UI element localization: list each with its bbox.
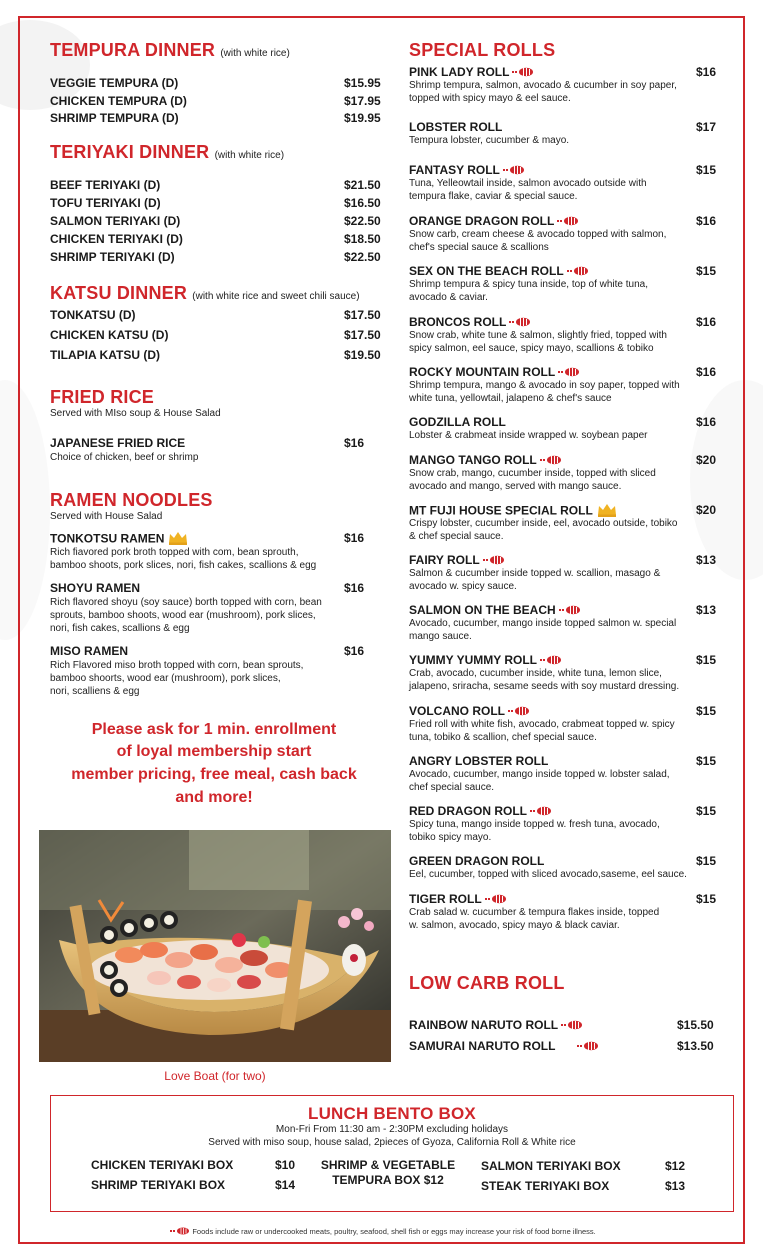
- menu-item-name: [409, 804, 552, 819]
- menu-item-description: Snow crab, mango, cucumber inside, topped with sliced: [409, 468, 656, 479]
- menu-item-name-text: TONKOTSU RAMEN: [50, 531, 165, 546]
- menu-item-name: CHICKEN TERIYAKI BOX: [91, 1158, 234, 1172]
- raw-fish-icon: [503, 164, 525, 178]
- menu-item-description: sprouts, bamboo shoots, wood ear (mushroom), pork slices,: [50, 610, 316, 621]
- menu-item-name-text: BRONCOS ROLL: [409, 315, 507, 329]
- menu-item-name-text: SEX ON THE BEACH ROLL: [409, 264, 564, 278]
- menu-item-name: [409, 214, 579, 229]
- menu-item-description: w. salmon, avocado, spicy mayo & black caviar.: [409, 920, 620, 931]
- menu-item-price: $18.50: [344, 232, 381, 246]
- menu-item-name: [50, 644, 128, 658]
- menu-item-name-text: GREEN DRAGON ROLL: [409, 854, 545, 868]
- menu-item-name-text: RED DRAGON ROLL: [409, 804, 527, 818]
- section-title: SPECIAL ROLLS: [409, 40, 556, 60]
- menu-item-price: $16: [344, 581, 365, 595]
- menu-item-price: $22.50: [344, 214, 381, 228]
- menu-item-name-text: MISO RAMEN: [50, 644, 128, 658]
- menu-item-name: [409, 163, 525, 178]
- menu-item-price: $16: [696, 415, 717, 429]
- menu-item-name-text: GODZILLA ROLL: [409, 415, 506, 429]
- menu-item-description: Tempura lobster, cucumber & mayo.: [409, 135, 570, 146]
- menu-item-name: SHRIMP TERIYAKI (D): [50, 250, 175, 264]
- menu-item-price: $17.50: [344, 328, 381, 342]
- menu-item-description: avocado and mango, served with mango sauce.: [409, 481, 622, 492]
- menu-item-name: [50, 581, 140, 595]
- menu-item-description: nori, fish cakes, scallions & egg: [50, 623, 190, 634]
- menu-item-description: Shrimp tempura & spicy tuna inside, top of white tuna,: [409, 279, 649, 290]
- menu-item-name: BEEF TERIYAKI (D): [50, 178, 161, 192]
- menu-item-name: [409, 1018, 583, 1033]
- menu-item-price: $15: [696, 854, 717, 868]
- bento-served-with: Served with miso soup, house salad, 2pieces of Gyoza, California Roll & White rice: [208, 1137, 576, 1148]
- menu-item-name: JAPANESE FRIED RICE: [50, 436, 186, 450]
- section-note: (with white rice and sweet chili sauce): [192, 291, 360, 302]
- menu-item-name-text: PINK LADY ROLL: [409, 65, 510, 79]
- menu-item-description: bamboo shoorts, wood ear (mushroom), pork slices,: [50, 673, 281, 684]
- lunch-bento-box: [50, 1095, 734, 1212]
- menu-item-name: [409, 892, 507, 907]
- menu-item-description: Avocado, cucumber, mango inside topped salmon w. special: [409, 618, 677, 629]
- menu-item-description: Snow crab, white tune & salmon, slightly fried, topped with: [409, 330, 667, 341]
- menu-item-description: chef special sauce.: [409, 782, 495, 793]
- menu-item-name-text: ROCKY MOUNTAIN ROLL: [409, 365, 556, 379]
- section-title: LOW CARB ROLL: [409, 973, 565, 993]
- menu-item-description: topped with spicy mayo & eel sauce.: [409, 93, 571, 104]
- menu-item-price: $17.95: [344, 93, 381, 108]
- menu-item-description: avocado w. spicy sauce.: [409, 581, 517, 592]
- menu-item-description: Crab, avocado, cucumber inside, white tuna, lemon slice,: [409, 668, 662, 679]
- raw-fish-icon: [540, 454, 562, 468]
- menu-item-name-text: FANTASY ROLL: [409, 163, 500, 177]
- menu-item-description: avocado & caviar.: [409, 292, 488, 303]
- menu-item-description: tuna, tobiko & scallion, chef special sauce.: [409, 732, 597, 743]
- menu-item-price: $15: [696, 163, 717, 177]
- section-title: FRIED RICE: [50, 387, 155, 407]
- promo-line: member pricing, free meal, cash back: [71, 766, 357, 783]
- section-title: [50, 142, 284, 163]
- menu-item-name: SHRIMP & VEGETABLE: [320, 1158, 456, 1172]
- menu-item-name: CHICKEN TEMPURA (D): [50, 93, 187, 108]
- raw-fish-icon: [577, 1040, 599, 1054]
- menu-item-description: tobiko spicy mayo.: [409, 832, 492, 843]
- raw-fish-icon: [567, 265, 589, 279]
- love-boat-illustration: [39, 830, 391, 1062]
- menu-item-name: [409, 365, 580, 380]
- menu-item-price: $14: [275, 1178, 296, 1192]
- bento-tempura-item: [313, 1158, 463, 1188]
- menu-item-name-text: SALMON ON THE BEACH: [409, 603, 556, 617]
- menu-item-name-text: SAMURAI NARUTO ROLL: [409, 1039, 556, 1053]
- menu-item-price: $16: [696, 315, 717, 329]
- menu-item-name-text: TIGER ROLL: [409, 892, 482, 906]
- photo-caption: Love Boat (for two): [164, 1069, 266, 1083]
- menu-item-description: Tuna, Yelleowtail inside, salmon avocado outside with: [409, 178, 647, 189]
- menu-item-description: Choice of chicken, beef or shrimp: [50, 452, 199, 463]
- menu-item-description: Shrimp tempura, salmon, avocado & cucumber in soy paper,: [409, 80, 677, 91]
- menu-item-name-text: MT FUJI HOUSE SPECIAL ROLL: [409, 503, 593, 518]
- menu-item-price: $13: [696, 553, 717, 567]
- menu-item-price: $12: [665, 1159, 686, 1173]
- menu-item-name: [409, 1039, 599, 1054]
- menu-item-description: spicy salmon, eel sauce, spicy mayo, scallions & tobiko: [409, 343, 654, 354]
- menu-item-name: [409, 653, 562, 668]
- menu-item-price: $16: [344, 644, 365, 658]
- raw-fish-icon: [540, 654, 562, 668]
- menu-item-price: $15.95: [344, 76, 381, 90]
- menu-item-price: $15: [696, 704, 717, 718]
- section-title: [50, 40, 290, 61]
- menu-item-description: Fried roll with white fish, avocado, crabmeat topped w. spicy: [409, 719, 675, 730]
- menu-item-description: Eel, cucumber, topped with sliced avocado,saseme, eel sauce.: [409, 869, 687, 880]
- raw-fish-icon: [561, 1019, 583, 1033]
- menu-item-name: [409, 120, 502, 134]
- menu-item-name-text: YUMMY YUMMY ROLL: [409, 653, 538, 667]
- menu-item-description: Crab salad w. cucumber & tempura flakes inside, topped: [409, 907, 660, 918]
- section-title: LUNCH BENTO BOX: [308, 1104, 476, 1123]
- section-note: (with white rice): [220, 48, 290, 59]
- menu-item-name: SHRIMP TEMPURA (D): [50, 111, 179, 125]
- menu-item-description: & chef special sauce.: [409, 531, 504, 542]
- menu-item-description: Crispy lobster, cucumber inside, eel, avocado outside, tobiko: [409, 518, 678, 529]
- menu-item-price: $22.50: [344, 250, 381, 264]
- menu-item-price: $15: [696, 892, 717, 906]
- menu-item-name: TILAPIA KATSU (D): [50, 348, 160, 362]
- menu-item-price: $19.95: [344, 111, 381, 125]
- menu-item-name: TEMPURA BOX $12: [332, 1173, 444, 1187]
- footnote-text: Foods include raw or undercooked meats, poultry, seafood, shell fish or eggs may increase your risk of food borne illness.: [192, 1227, 596, 1236]
- menu-item-name: CHICKEN KATSU (D): [50, 328, 169, 342]
- menu-item-price: $16.50: [344, 196, 381, 210]
- menu-item-name: TONKATSU (D): [50, 308, 136, 322]
- menu-item-name: [409, 854, 544, 868]
- menu-item-price: $15.50: [677, 1018, 714, 1032]
- menu-item-name-text: VOLCANO ROLL: [409, 704, 505, 718]
- menu-item-name-text: FAIRY ROLL: [409, 553, 480, 567]
- menu-item-name: VEGGIE TEMPURA (D): [50, 76, 179, 90]
- section-title: RAMEN NOODLES: [50, 490, 213, 510]
- menu-item-description: Salmon & cucumber inside topped w. scallion, masago &: [409, 568, 661, 579]
- menu-item-name-text: RAINBOW NARUTO ROLL: [409, 1018, 559, 1032]
- promo-line: and more!: [175, 789, 253, 806]
- menu-item-price: $16: [696, 65, 717, 79]
- section-title-text: TERIYAKI DINNER: [50, 142, 210, 162]
- menu-item-description: nori, scalliens & egg: [50, 686, 140, 697]
- raw-fish-icon: [558, 366, 580, 380]
- menu-item-description: jalapeno, sriracha, sesame seeds with soy mustard dressing.: [409, 681, 680, 692]
- menu-item-name: [409, 553, 505, 568]
- menu-item-description: Rich Flavored miso broth topped with corn, bean sprouts,: [50, 660, 304, 671]
- menu-item-price: $16: [696, 214, 717, 228]
- menu-item-description: Lobster & crabmeat inside wrapped w. soybean paper: [409, 430, 648, 441]
- menu-item-price: $13: [696, 603, 717, 617]
- menu-item-name: SHRIMP TERIYAKI BOX: [91, 1178, 226, 1192]
- menu-item-price: $15: [696, 754, 717, 768]
- section-title-text: KATSU DINNER: [50, 283, 188, 303]
- menu-item-price: $21.50: [344, 178, 381, 192]
- menu-item-price: $15: [696, 264, 717, 278]
- menu-item-price: $10: [275, 1158, 296, 1172]
- menu-item-name-text: MANGO TANGO ROLL: [409, 453, 537, 467]
- raw-fish-icon: [557, 215, 579, 229]
- menu-item-price: $17.50: [344, 308, 381, 322]
- promo-line: of loyal membership start: [116, 743, 312, 760]
- menu-item-price: $19.50: [344, 348, 381, 362]
- menu-item-price: $17: [696, 120, 717, 134]
- raw-fish-icon: [170, 1227, 190, 1237]
- menu-item-name-text: ANGRY LOBSTER ROLL: [409, 754, 549, 768]
- menu-item-price: $13: [665, 1179, 686, 1193]
- menu-item-description: bamboo shoots, pork slices, nori, fish cakes, scallions & egg: [50, 560, 317, 571]
- menu-item-name: [409, 264, 589, 279]
- raw-food-disclaimer: [0, 1227, 763, 1237]
- menu-item-name: [409, 315, 531, 330]
- promo-line: Please ask for 1 min. enrollment: [91, 721, 337, 738]
- menu-item-name-text: ORANGE DRAGON ROLL: [409, 214, 555, 228]
- menu-item-name: [409, 704, 530, 719]
- menu-item-description: tempura flake, caviar & special sauce.: [409, 191, 578, 202]
- menu-item-price: $20: [696, 503, 717, 517]
- menu-item-description: Avocado, cucumber, mango inside topped w. lobster salad,: [409, 769, 670, 780]
- menu-item-name: STEAK TERIYAKI BOX: [481, 1179, 610, 1193]
- menu-item-price: $16: [344, 531, 365, 545]
- raw-fish-icon: [559, 604, 581, 618]
- menu-item-description: white tuna, yellowtail, jalapeno & chef's sauce: [409, 393, 612, 404]
- raw-fish-icon: [483, 554, 505, 568]
- menu-item-price: $16: [344, 436, 365, 450]
- raw-fish-icon: [512, 66, 534, 80]
- raw-fish-icon: [530, 805, 552, 819]
- menu-item-description: Shrimp tempura, mango & avocado in soy paper, topped with: [409, 380, 680, 391]
- menu-item-name: SALMON TERIYAKI (D): [50, 214, 181, 228]
- section-title-text: TEMPURA DINNER: [50, 40, 216, 60]
- raw-fish-icon: [508, 705, 530, 719]
- menu-item-price: $15: [696, 653, 717, 667]
- raw-fish-icon: [485, 893, 507, 907]
- menu-item-description: chef's special sauce & scallions: [409, 242, 549, 253]
- menu-item-description: mango sauce.: [409, 631, 472, 642]
- menu-item-price: $16: [696, 365, 717, 379]
- menu-item-name: TOFU TERIYAKI (D): [50, 196, 161, 210]
- menu-item-name: [409, 754, 548, 768]
- section-note: Served with MIso soup & House Salad: [50, 408, 221, 419]
- section-note: Served with House Salad: [50, 511, 163, 522]
- section-title: [50, 283, 360, 304]
- menu-item-name: [409, 453, 562, 468]
- menu-item-name: [409, 603, 581, 618]
- menu-item-name-text: SHOYU RAMEN: [50, 581, 141, 595]
- menu-item-price: $13.50: [677, 1039, 714, 1053]
- raw-fish-icon: [509, 316, 531, 330]
- menu-item-description: Snow carb, cream cheese & avocado topped with salmon,: [409, 229, 667, 240]
- menu-item-price: $20: [696, 453, 717, 467]
- bento-hours: Mon-Fri From 11:30 am - 2:30PM excluding holidays: [275, 1124, 509, 1135]
- menu-item-name: [409, 65, 534, 80]
- section-note: (with white rice): [214, 150, 285, 161]
- menu-item-name: SALMON TERIYAKI BOX: [481, 1159, 621, 1173]
- love-boat-photo: [39, 830, 391, 1062]
- menu-item-description: Spicy tuna, mango inside topped w. fresh tuna, avocado,: [409, 819, 660, 830]
- menu-item-price: $15: [696, 804, 717, 818]
- menu-item-name: [409, 415, 506, 429]
- menu-item-description: Rich flavored shoyu (soy sauce) borth topped with corn, bean: [50, 597, 322, 608]
- menu-item-description: Rich fiavored pork broth topped with com, bean sprouth,: [50, 547, 299, 558]
- menu-item-name-text: LOBSTER ROLL: [409, 120, 503, 134]
- menu-item-name: CHICKEN TERIYAKI (D): [50, 232, 183, 246]
